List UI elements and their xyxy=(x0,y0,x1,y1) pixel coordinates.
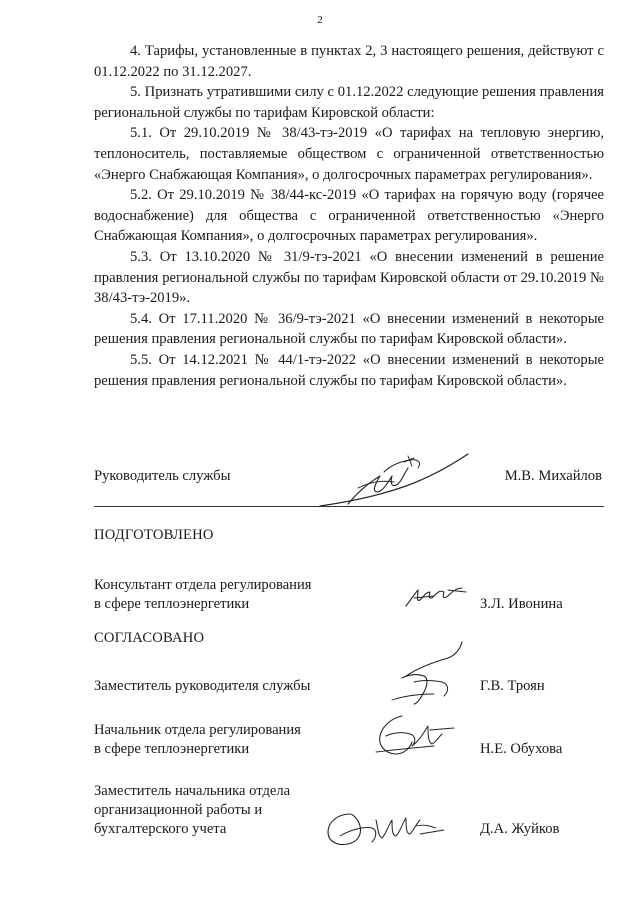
page-number: 2 xyxy=(317,14,323,26)
agreed-signer-3-name: Д.А. Жуйков xyxy=(480,821,560,837)
decision-body xyxy=(94,41,604,391)
paragraph-5-4: 5.4. От 17.11.2020 № 36/9-тэ-2021 «О внесении изменений в некоторые решения правления региональной службы по тарифам Кировской области». xyxy=(94,310,604,348)
head-position: Руководитель службы xyxy=(94,468,231,484)
head-name: М.В. Михайлов xyxy=(504,468,602,484)
prepared-name: З.Л. Ивонина xyxy=(480,596,563,612)
signature-divider xyxy=(94,506,604,507)
paragraph-4: 4. Тарифы, установленные в пунктах 2, 3 настоящего решения, действуют с 01.12.2022 по 31.12.2027. xyxy=(94,43,604,80)
agreed-signer-1-signature-image xyxy=(388,640,468,706)
agreed-signer-3-position-line3: бухгалтерского учета xyxy=(94,821,227,837)
agreed-signer-1-position: Заместитель руководителя службы xyxy=(94,678,311,694)
prepared-signature-image xyxy=(404,586,474,610)
agreed-signer-2-signature-image xyxy=(372,712,462,758)
paragraph-5-3: 5.3. От 13.10.2020 № 31/9-тэ-2021 «О внесении изменений в решение правления региональной службы по тарифам Кировской области от 29.10.2019 № 38/43-тэ-2019». xyxy=(94,248,604,307)
agreed-signer-3-position-line1: Заместитель начальника отдела xyxy=(94,783,291,799)
agreed-signer-3-position-line2: организационной работы и xyxy=(94,802,263,818)
paragraph-5: 5. Признать утратившими силу с 01.12.2022 следующие решения правления региональной службы по тарифам Кировской области: xyxy=(94,84,604,121)
agreed-title: СОГЛАСОВАНО xyxy=(94,630,205,646)
agreed-signer-2-position-line1: Начальник отдела регулирования xyxy=(94,722,301,738)
paragraph-5-2: 5.2. От 29.10.2019 № 38/44-кс-2019 «О тарифах на горячую воду (горячее водоснабжение) для общества с ограниченной ответственностью «Энерго Снабжающая Компания», о долгосрочных параметрах регулирования». xyxy=(94,187,604,245)
agreed-signer-3-signature-image xyxy=(320,806,450,850)
prepared-position-line2: в сфере теплоэнергетики xyxy=(94,596,250,612)
paragraph-5-5: 5.5. От 14.12.2021 № 44/1-тэ-2022 «О внесении изменений в некоторые решения правления региональной службы по тарифам Кировской области». xyxy=(94,351,604,389)
head-signature-image xyxy=(318,452,478,512)
agreed-signer-2-name: Н.Е. Обухова xyxy=(480,741,563,757)
prepared-position-line1: Консультант отдела регулирования xyxy=(94,577,312,593)
agreed-signer-2-position-line2: в сфере теплоэнергетики xyxy=(94,741,250,757)
prepared-title: ПОДГОТОВЛЕНО xyxy=(94,527,214,543)
agreed-signer-1-name: Г.В. Троян xyxy=(480,678,545,694)
paragraph-5-1: 5.1. От 29.10.2019 № 38/43-тэ-2019 «О тарифах на тепловую энергию, теплоноситель, поставляемые обществом с ограниченной ответственностью «Энерго Снабжающая Компания», о долгосрочных параметрах регулирования». xyxy=(94,125,604,183)
